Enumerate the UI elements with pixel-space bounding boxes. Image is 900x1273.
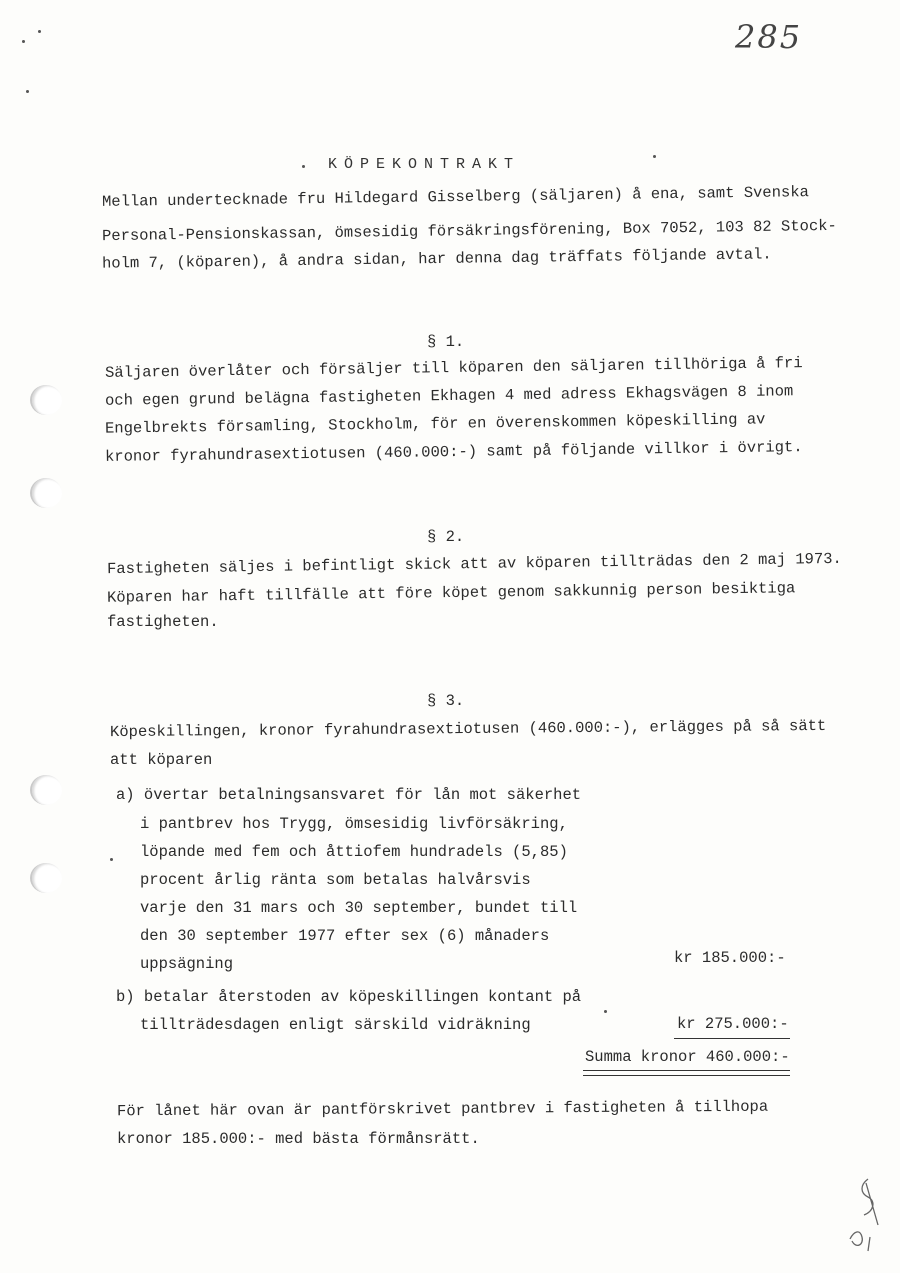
item-line: procent årlig ränta som betalas halvårsvis bbox=[140, 871, 531, 889]
section-line: att köparen bbox=[110, 751, 213, 769]
punch-hole bbox=[30, 775, 62, 805]
section-heading: § 1. bbox=[427, 333, 465, 351]
total-amount: Summa kronor 460.000:- bbox=[585, 1048, 790, 1066]
intro-line: Mellan undertecknade fru Hildegard Gisselberg (säljaren) å ena, samt Svenska bbox=[101, 183, 810, 211]
punch-hole bbox=[30, 385, 62, 415]
speck bbox=[604, 1010, 607, 1013]
item-line: a) övertar betalningsansvaret för lån mot säkerhet bbox=[116, 786, 582, 804]
intro-line: holm 7, (köparen), å andra sidan, har denna dag träffats följande avtal. bbox=[101, 245, 772, 273]
section-line: Engelbrekts församling, Stockholm, för en överenskommen köpeskilling av bbox=[104, 410, 766, 438]
item-line: löpande med fem och åttiofem hundradels (5,85) bbox=[140, 843, 568, 861]
punch-hole bbox=[30, 478, 62, 508]
item-line: varje den 31 mars och 30 september, bundet till bbox=[140, 899, 578, 917]
speck bbox=[110, 858, 113, 861]
handwritten-page-number: 285 bbox=[735, 18, 803, 56]
item-line: den 30 september 1977 efter sex (6) månaders bbox=[140, 927, 550, 945]
intro-line: Personal-Pensionskassan, ömsesidig försäkringsförening, Box 7052, 103 82 Stock- bbox=[101, 216, 837, 246]
item-line: uppsägning bbox=[140, 955, 234, 973]
punch-hole bbox=[30, 863, 62, 893]
subtotal-rule bbox=[674, 1038, 790, 1039]
section-line: Köpeskillingen, kronor fyrahundrasextiotusen (460.000:-), erlägges på så sätt bbox=[109, 716, 827, 742]
section-heading: § 2. bbox=[427, 528, 465, 546]
document-title: KÖPEKONTRAKT bbox=[328, 156, 521, 173]
closing-line: För lånet här ovan är pantförskrivet pantbrev i fastigheten å tillhopa bbox=[116, 1097, 769, 1121]
item-line: i pantbrev hos Trygg, ömsesidig livförsäkring, bbox=[140, 815, 568, 833]
speck bbox=[26, 90, 29, 93]
margin-scribble bbox=[838, 1175, 888, 1255]
section-line: kronor fyrahundrasextiotusen (460.000:-) samt på följande villkor i övrigt. bbox=[104, 438, 803, 466]
speck bbox=[38, 30, 41, 33]
speck bbox=[653, 155, 656, 158]
section-line: fastigheten. bbox=[107, 613, 219, 631]
section-line: och egen grund belägna fastigheten Ekhagen 4 med adress Ekhagsvägen 8 inom bbox=[104, 382, 794, 410]
section-line: Köparen har haft tillfälle att före köpet genom sakkunnig person besiktiga bbox=[106, 579, 796, 607]
item-amount: kr 275.000:- bbox=[677, 1015, 789, 1033]
speck bbox=[302, 165, 305, 168]
total-double-rule bbox=[583, 1070, 790, 1076]
closing-line: kronor 185.000:- med bästa förmånsrätt. bbox=[117, 1130, 480, 1148]
item-amount: kr 185.000:- bbox=[674, 949, 786, 967]
section-heading: § 3. bbox=[427, 692, 465, 710]
item-line: b) betalar återstoden av köpeskillingen kontant på bbox=[116, 988, 582, 1006]
speck bbox=[22, 40, 25, 43]
section-line: Fastigheten säljes i befintligt skick att av köparen tillträdas den 2 maj 1973. bbox=[106, 549, 842, 579]
section-line: Säljaren överlåter och försäljer till köparen den säljaren tillhöriga å fri bbox=[104, 354, 803, 382]
item-line: tillträdesdagen enligt särskild vidräkning bbox=[140, 1016, 531, 1034]
